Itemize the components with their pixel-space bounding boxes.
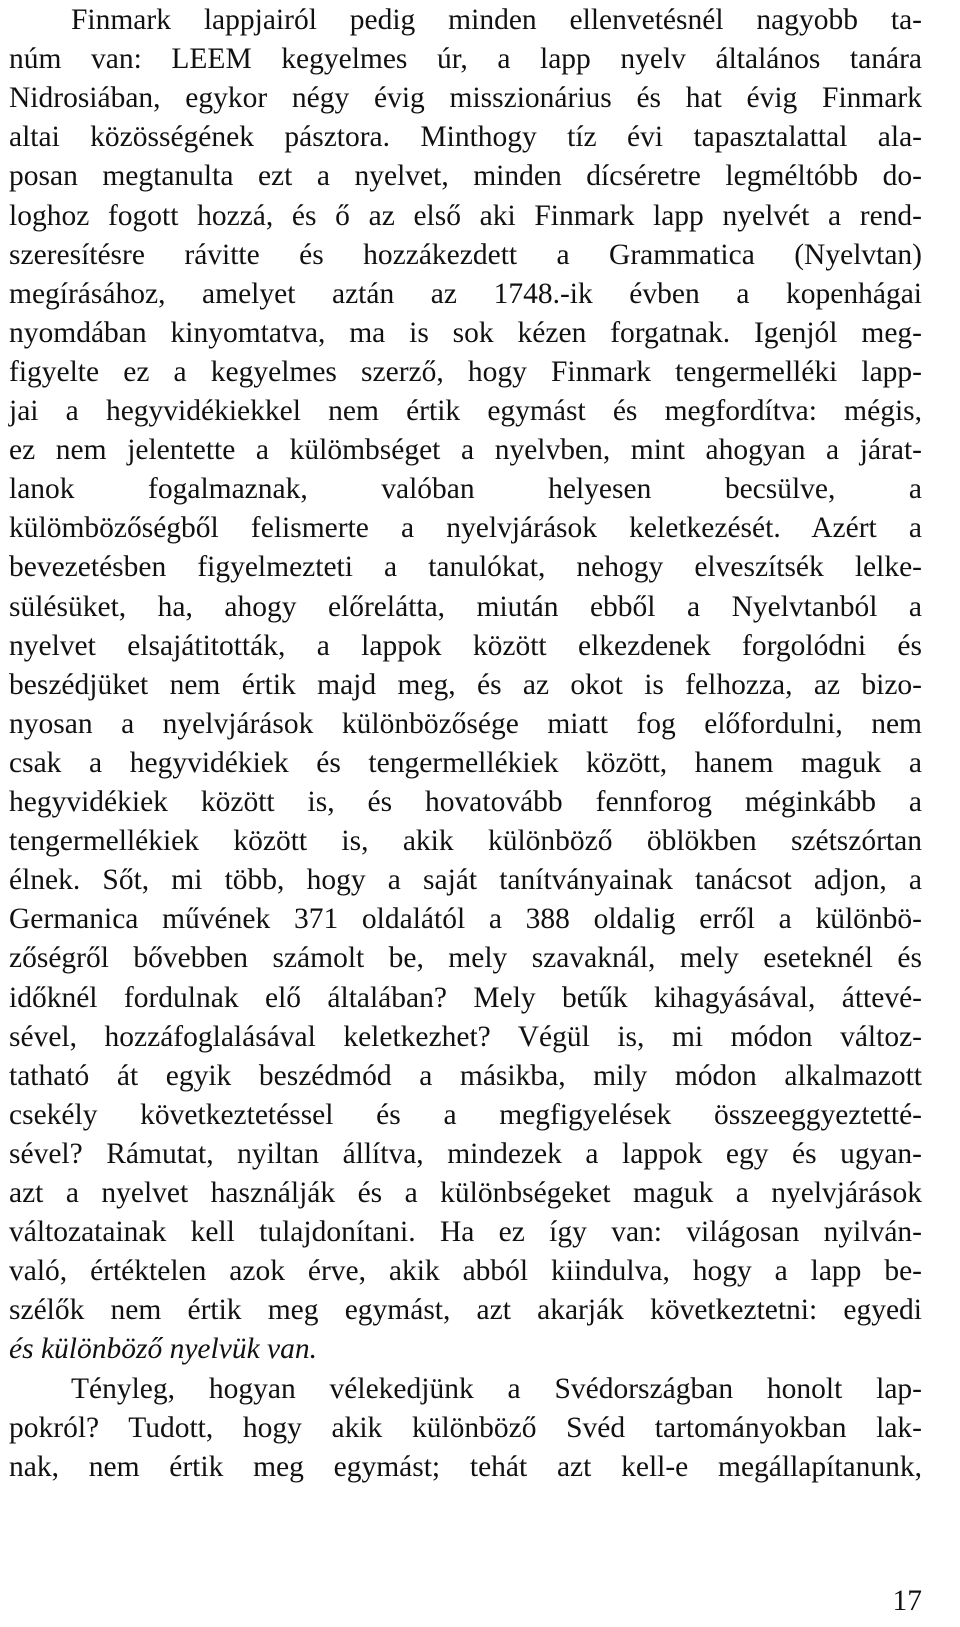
text-line: tatható át egyik beszédmód a másikba, mily módon alkalmazott xyxy=(9,1059,922,1092)
text-line: pokról? Tudott, hogy akik különböző Svéd tartományokban lak- xyxy=(9,1411,922,1444)
text-line: figyelte ez a kegyelmes szerző, hogy Finmark tengermelléki lapp- xyxy=(9,355,922,388)
text-line: zőségről bővebben számolt be, mely szavaknál, mely eseteknél és xyxy=(9,942,922,975)
text-line: megírásához, amelyet aztán az 1748.-ik évben a kopenhágai xyxy=(9,277,922,310)
text-line: ez nem jelentette a külömbséget a nyelvben, mint ahogyan a járat- xyxy=(9,434,922,467)
text-line: szélők nem értik meg egymást, azt akarják következtetni: egyedi xyxy=(9,1294,922,1327)
text-line: sével? Rámutat, nyiltan állítva, mindezek a lappok egy és ugyan- xyxy=(9,1137,922,1170)
text-line: nak, nem értik meg egymást; tehát azt kell-e megállapítanunk, xyxy=(9,1450,922,1483)
text-line: sével, hozzáfoglalásával keletkezhet? Végül is, mi módon változ- xyxy=(9,1020,922,1053)
text-line: Tényleg, hogyan vélekedjünk a Svédországban honolt lap- xyxy=(71,1372,922,1405)
text-line: jai a hegyvidékiekkel nem értik egymást és megfordítva: mégis, xyxy=(9,395,922,427)
text-line: beszédjüket nem értik majd meg, és az okot is felhozza, az bizo- xyxy=(9,668,922,701)
text-line: sülésüket, ha, ahogy előrelátta, miután ebből a Nyelvtanból a xyxy=(9,590,922,623)
text-line: bevezetésben figyelmezteti a tanulókat, nehogy elveszítsék lelke- xyxy=(9,551,922,584)
text-line: altai közösségének pásztora. Minthogy tíz évi tapasztalattal ala- xyxy=(9,121,922,154)
text-line: nyomdában kinyomtatva, ma is sok kézen forgatnak. Igenjól meg- xyxy=(9,316,922,349)
text-line: csak a hegyvidékiek és tengermellékiek között, hanem maguk a xyxy=(9,746,922,779)
text-line: lanok fogalmaznak, valóban helyesen becsülve, a xyxy=(9,473,922,506)
text-line: núm van: LEEM kegyelmes úr, a lapp nyelv általános tanára xyxy=(9,43,922,76)
text-line: nyelvet elsajátitották, a lappok között elkezdenek forgolódni és xyxy=(9,629,922,662)
text-line: élnek. Sőt, mi több, hogy a saját tanítványainak tanácsot adjon, a xyxy=(9,864,922,897)
text-line: nyosan a nyelvjárások különbözősége miatt fog előfordulni, nem xyxy=(9,707,922,740)
text-line: tengermellékiek között is, akik különböző öblökben szétszórtan xyxy=(9,825,922,858)
text-line: való, értéktelen azok érve, akik abból kiindulva, hogy a lapp be- xyxy=(9,1255,922,1288)
text-line: szeresítésre rávitte és hozzákezdett a Grammatica (Nyelvtan) xyxy=(9,238,922,271)
text-line: változatainak kell tulajdonítani. Ha ez így van: világosan nyilván- xyxy=(9,1216,922,1249)
text-line: posan megtanulta ezt a nyelvet, minden dícséretre legméltóbb do- xyxy=(9,160,922,193)
text-line: hegyvidékiek között is, és hovatovább fennforog méginkább a xyxy=(9,786,922,818)
text-line: Finmark lappjairól pedig minden ellenvetésnél nagyobb ta- xyxy=(71,4,922,36)
text-line: időknél fordulnak elő általában? Mely betűk kihagyásával, áttevé- xyxy=(9,981,922,1014)
text-line: azt a nyelvet használják és a különbségeket maguk a nyelvjárások xyxy=(9,1177,922,1209)
text-line: loghoz fogott hozzá, és ő az első aki Finmark lapp nyelvét a rend- xyxy=(9,199,922,232)
text-line: Germanica művének 371 oldalától a 388 oldalig erről a különbö- xyxy=(9,903,922,936)
text-line: Nidrosiában, egykor négy évig misszionárius és hat évig Finmark xyxy=(9,82,922,115)
page-number: 17 xyxy=(892,1585,922,1617)
text-line: csekély következtetéssel és a megfigyelések összeeggyeztetté- xyxy=(9,1098,922,1131)
text-line: külömbözőségből felismerte a nyelvjárások keletkezését. Azért a xyxy=(9,512,922,545)
text-line: és különböző nyelvük van. xyxy=(9,1333,318,1366)
